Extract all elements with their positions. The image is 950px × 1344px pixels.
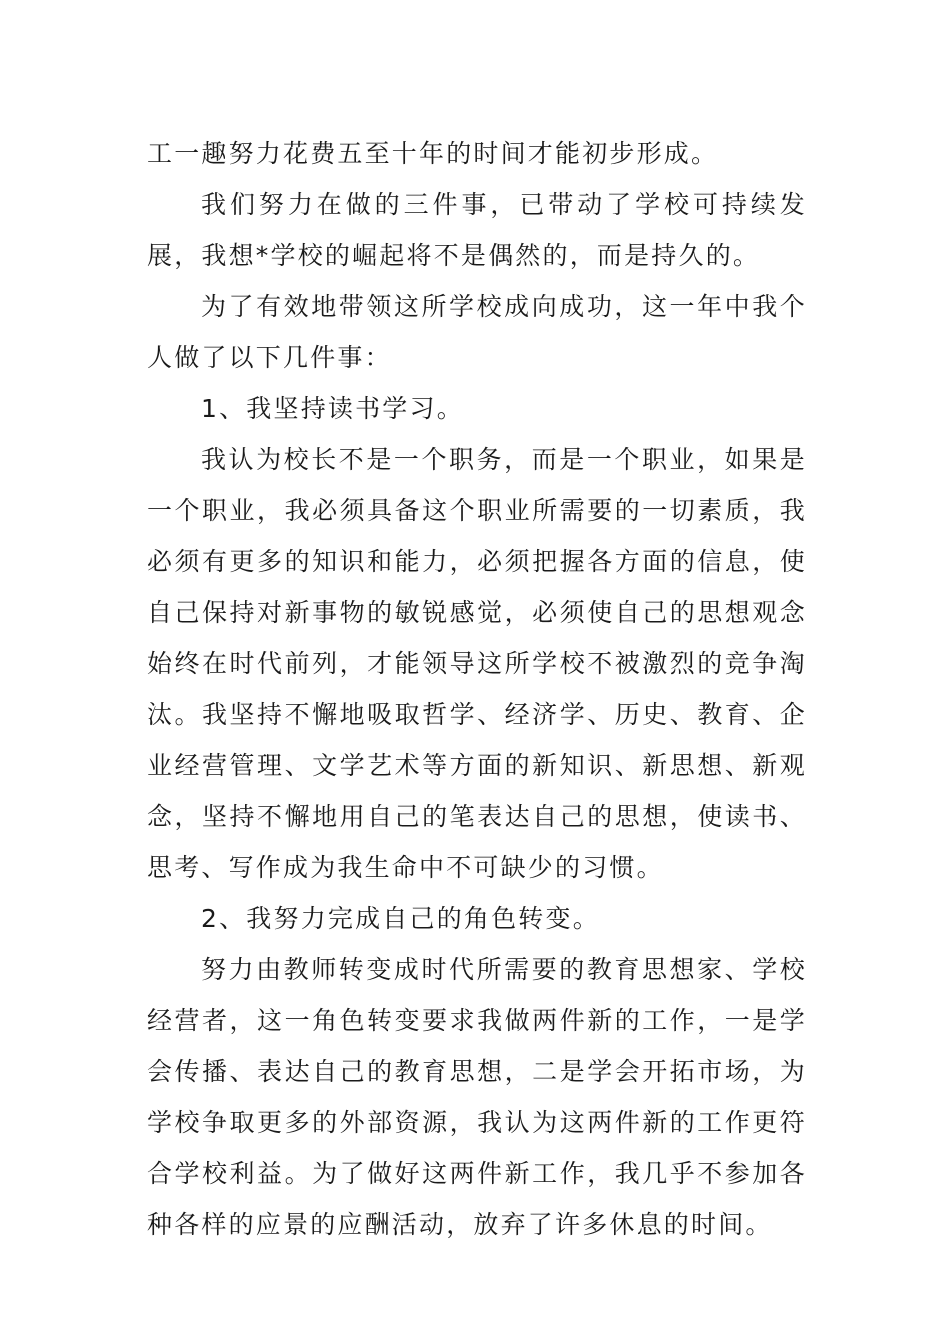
item-1-heading: 1、我坚持读书学习。 xyxy=(201,394,464,423)
item-2-heading: 2、我努力完成自己的角色转变。 xyxy=(201,904,600,933)
paragraph-role-change: 努力由教师转变成时代所需要的教育思想家、学校经营者，这一角色转变要求我做两件新的工作，一是学会传播、表达自己的教育思想，二是学会开拓市场，为学校争取更多的外部资源，我认为这两件新的工作更符合学校利益。为了做好这两件新工作，我几乎不参加各种各样的应景的应酬活动，放弃了许多休息的时间。 xyxy=(147,955,807,1239)
paragraph-intro-personal: 为了有效地带领这所学校成向成功，这一年中我个人做了以下几件事： xyxy=(147,292,807,372)
paragraph-reading: 我认为校长不是一个职务，而是一个职业，如果是一个职业，我必须具备这个职业所需要的一切素质，我必须有更多的知识和能力，必须把握各方面的信息，使自己保持对新事物的敏锐感觉，必须使自己的思想观念始终在时代前列，才能领导这所学校不被激烈的竞争淘汰。我坚持不懈地吸取哲学、经济学、历史、教育、企业经营管理、文学艺术等方面的新知识、新思想、新观念，坚持不懈地用自己的笔表达自己的思想，使读书、思考、写作成为我生命中不可缺少的习惯。 xyxy=(147,445,807,882)
paragraph-continuation: 工一趣努力花费五至十年的时间才能初步形成。 xyxy=(147,139,719,168)
paragraph-three-things: 我们努力在做的三件事，已带动了学校可持续发展，我想*学校的崛起将不是偶然的，而是持久的。 xyxy=(147,190,807,270)
document-body xyxy=(147,128,807,1250)
